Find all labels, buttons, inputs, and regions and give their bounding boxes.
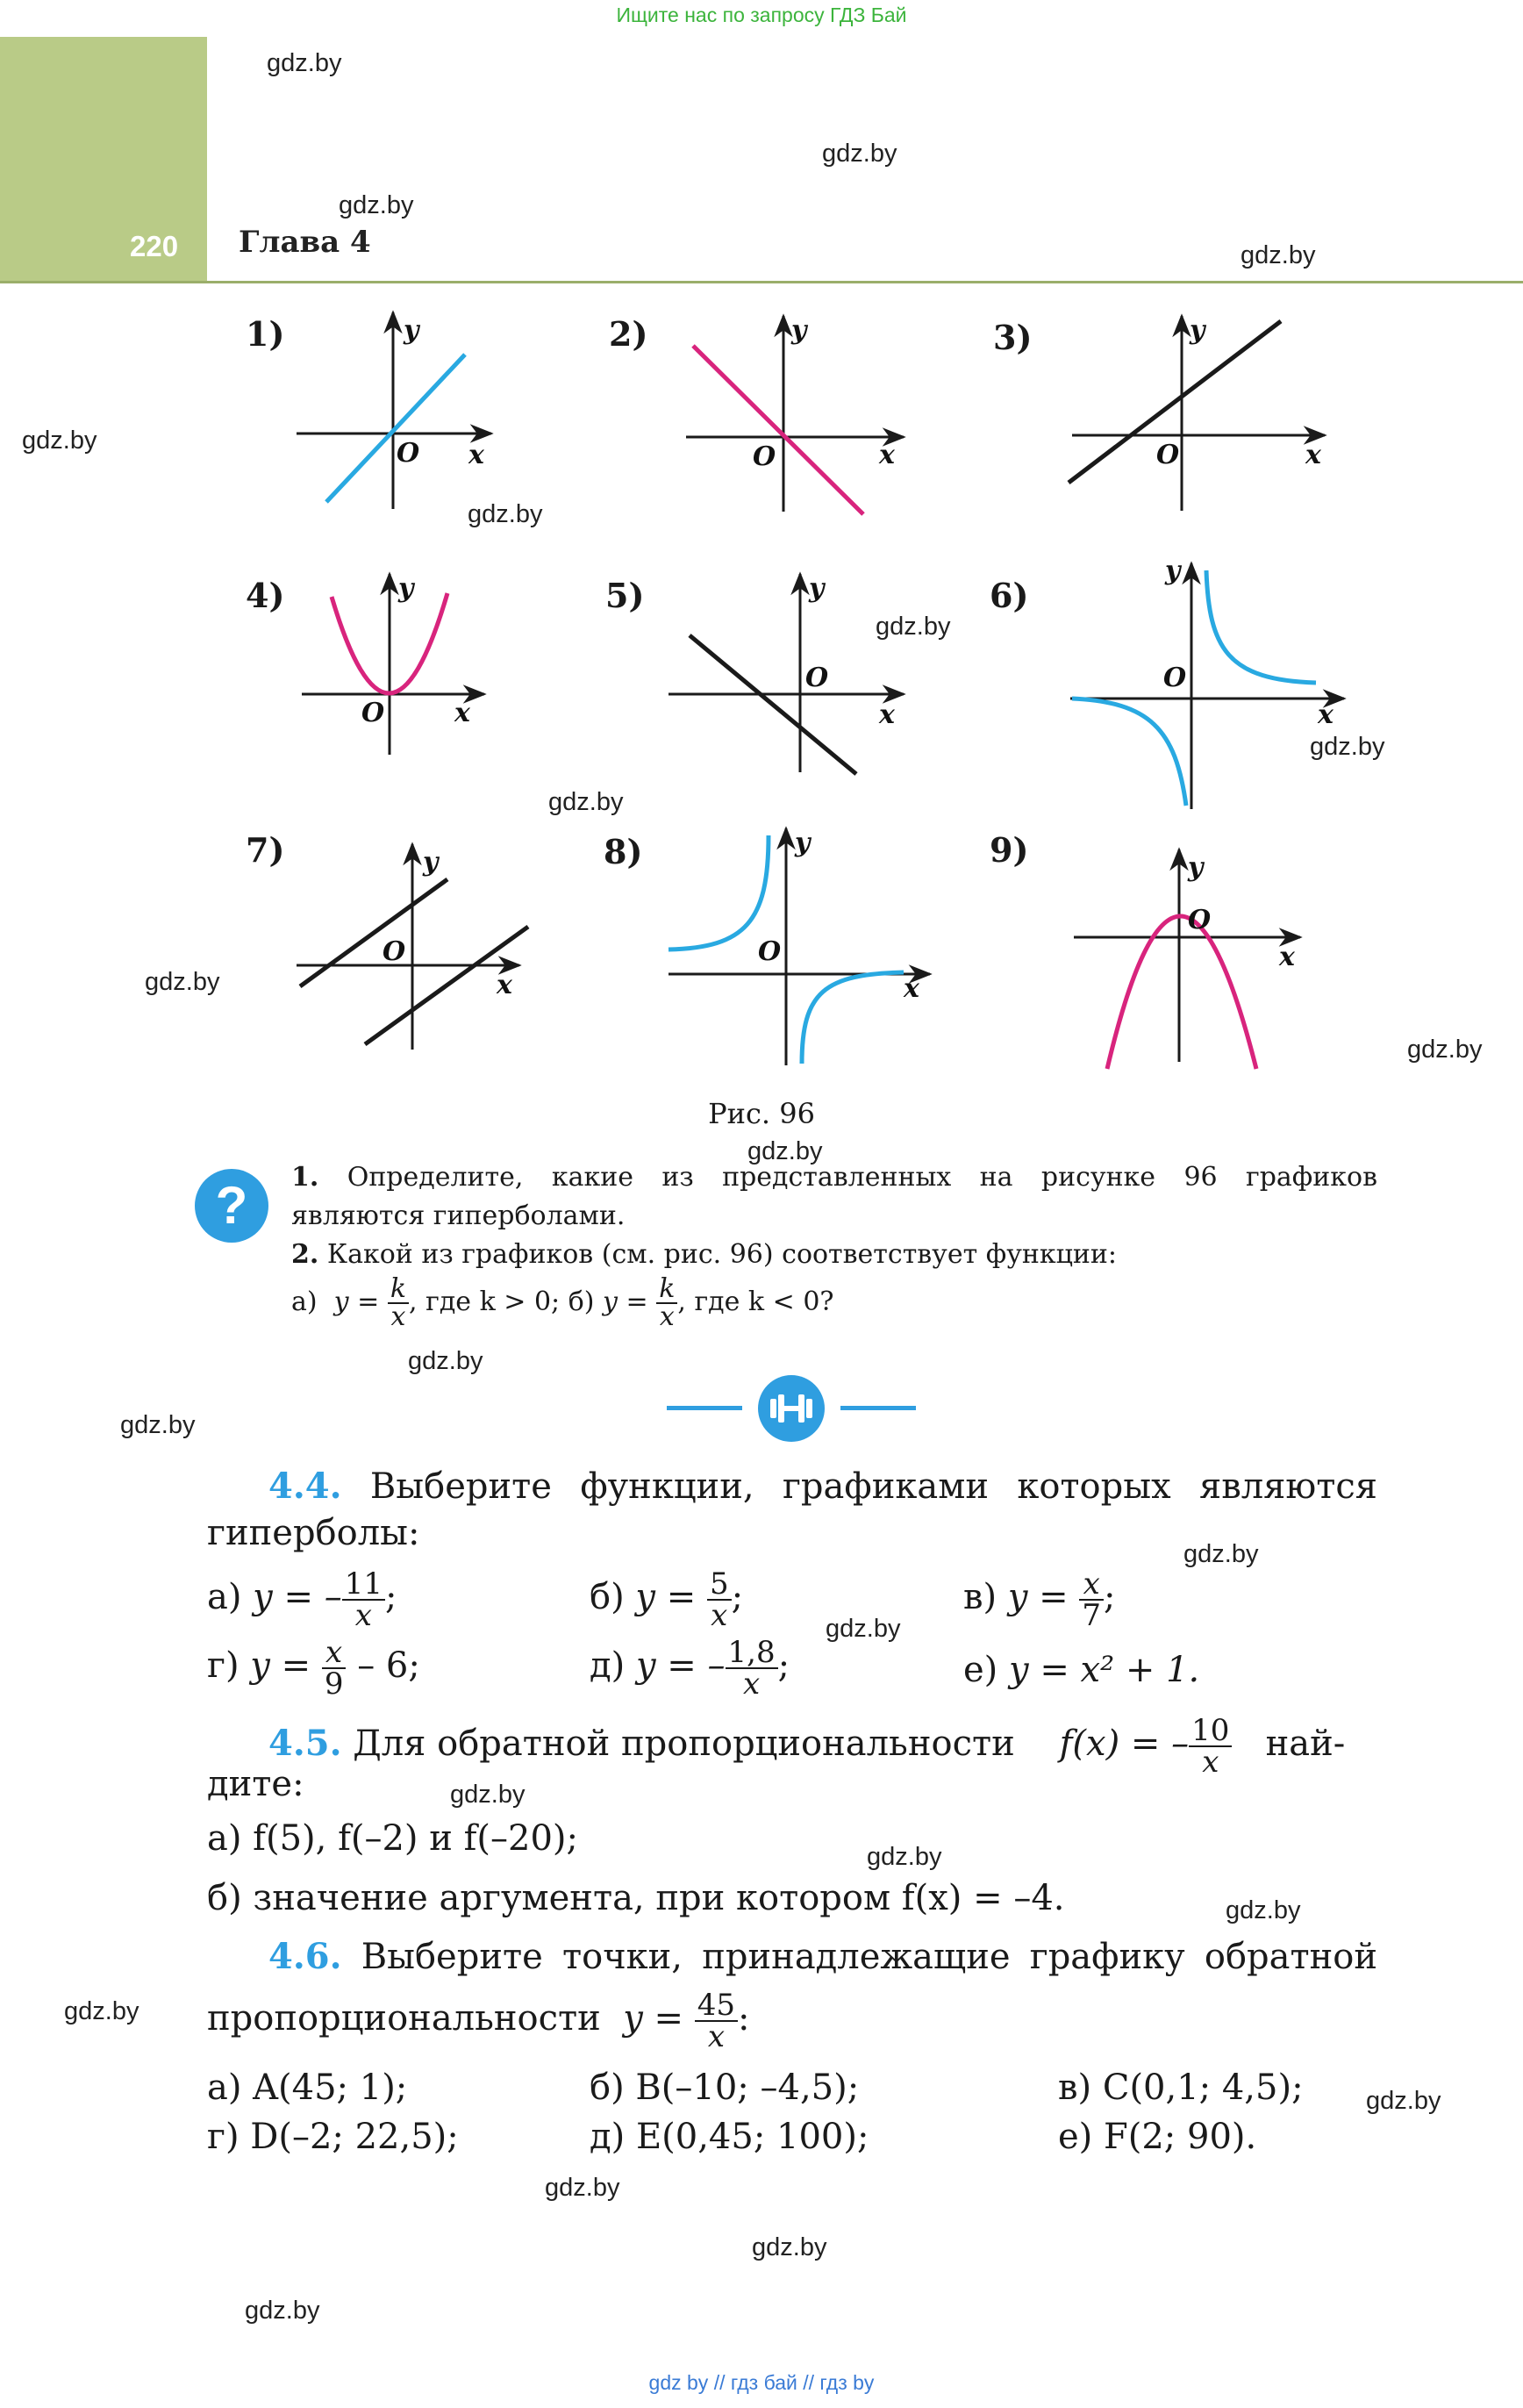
watermark: gdz.by: [468, 500, 543, 528]
origin-label: O: [397, 438, 420, 469]
watermark: gdz.by: [1366, 2087, 1441, 2115]
exercise-4-5-line-1: 4.5. Для обратной пропорциональности f(x) = – $\frac{10}{x}$ най-: [268, 1713, 1346, 1780]
x-axis-label: x: [904, 973, 919, 1004]
line-plot-upper: [300, 879, 447, 986]
hyperbola-branch-left: [669, 835, 769, 950]
graph-1: [297, 312, 491, 509]
graph-5: [669, 573, 904, 774]
fraction: $\frac{k}{x}$: [656, 1276, 677, 1330]
point-a: а) A(45; 1);: [207, 2068, 408, 2108]
graph-label-7: 7): [246, 830, 285, 870]
question-2: 2. Какой из графиков (см. рис. 96) соответствует функции:: [291, 1239, 1117, 1270]
hyperbola-branch-right: [1206, 570, 1316, 683]
watermark: gdz.by: [876, 613, 951, 641]
exercise-4-6-line-2: пропорциональности y = $\frac{45}{x}$ :: [207, 1988, 750, 2054]
top-banner[interactable]: Ищите нас по запросу ГДЗ Бай: [616, 4, 907, 26]
y-axis-label: y: [795, 828, 811, 858]
exercise-4-4-line-2: гиперболы:: [207, 1513, 420, 1553]
x-axis-label: x: [497, 970, 512, 1000]
x-axis-label: x: [879, 699, 895, 730]
origin-label: O: [758, 936, 782, 967]
graph-2: [686, 315, 904, 514]
watermark: gdz.by: [545, 2174, 620, 2202]
y-axis-label: y: [398, 573, 414, 604]
line-plot: [326, 355, 465, 502]
exercise-4-6-line-1: 4.6. Выберите точки, принадлежащие графику обратной: [268, 1936, 1378, 1977]
option-4-4-b: б) y = $\frac{5}{x}$ ;: [590, 1566, 744, 1633]
watermark: gdz.by: [822, 140, 897, 168]
figure-caption: Рис. 96: [708, 1097, 815, 1130]
y-axis-label: y: [1165, 555, 1181, 586]
footer-links[interactable]: gdz by // гдз бай // гдз by: [648, 2371, 875, 2394]
y-axis-label: y: [791, 315, 807, 346]
separator-line-left: [667, 1406, 742, 1410]
graph-label-3: 3): [993, 318, 1033, 357]
graph-label-2: 2): [609, 314, 648, 354]
graph-6: [1070, 555, 1344, 809]
origin-label: O: [805, 663, 829, 693]
y-axis-label: y: [809, 573, 825, 604]
origin-label: O: [1156, 440, 1180, 470]
graph-8: [669, 828, 930, 1065]
watermark: gdz.by: [1183, 1540, 1259, 1568]
option-4-4-g: г) y = $\frac{x}{9}$ – 6;: [207, 1635, 420, 1702]
point-v: в) C(0,1; 4,5);: [1058, 2068, 1304, 2108]
origin-label: O: [1188, 905, 1212, 935]
graph-label-1: 1): [246, 314, 285, 354]
x-axis-label: x: [879, 440, 895, 470]
x-axis-label: x: [1279, 942, 1295, 972]
hyperbola-branch-left: [1072, 699, 1186, 806]
origin-label: O: [383, 936, 406, 967]
watermark: gdz.by: [450, 1781, 526, 1809]
y-axis-label: y: [404, 315, 419, 346]
question-2-options: а) y = $\frac{k}{x}$ , где k > 0; б) y = $\frac{k}{x}$ , где k < 0?: [291, 1273, 834, 1332]
question-1-line-1: 1. Определите, какие из представленных на рисунке 96 графиков: [291, 1162, 1377, 1193]
origin-label: O: [361, 698, 385, 728]
watermark: gdz.by: [120, 1411, 196, 1439]
x-axis-label: x: [1318, 699, 1334, 730]
watermark: gdz.by: [245, 2297, 320, 2325]
exercise-4-5-line-2: дите:: [207, 1764, 304, 1804]
graph-7: [297, 844, 528, 1050]
point-b: б) B(–10; –4,5);: [590, 2068, 860, 2108]
graph-3: [1069, 315, 1325, 511]
watermark: gdz.by: [408, 1347, 483, 1375]
graph-9: [1074, 849, 1300, 1069]
watermark: gdz.by: [64, 1997, 139, 2025]
watermark: gdz.by: [752, 2233, 827, 2261]
origin-label: O: [1163, 663, 1187, 693]
line-plot: [693, 346, 863, 514]
y-axis-label: y: [1188, 852, 1204, 883]
line-plot: [690, 635, 856, 774]
watermark: gdz.by: [826, 1615, 901, 1643]
watermark: gdz.by: [1407, 1036, 1483, 1064]
dumbbell-icon: [758, 1375, 825, 1442]
option-4-4-d: д) y = – $\frac{1,8}{x}$ ;: [590, 1635, 790, 1702]
x-axis-label: x: [454, 698, 470, 728]
graph-label-9: 9): [990, 830, 1029, 870]
watermark: gdz.by: [1310, 733, 1385, 761]
graph-label-8: 8): [604, 832, 643, 871]
chapter-title: Глава 4: [239, 225, 371, 260]
separator-line-right: [840, 1406, 916, 1410]
watermark: gdz.by: [867, 1843, 942, 1871]
exercise-4-5-b: б) значение аргумента, при котором f(x) = –4.: [207, 1878, 1065, 1918]
point-e: е) F(2; 90).: [1058, 2117, 1257, 2157]
question-1-line-2: являются гиперболами.: [291, 1200, 626, 1231]
point-g: г) D(–2; 22,5);: [207, 2117, 459, 2157]
y-axis-label: y: [423, 847, 439, 878]
exercise-4-4-line-1: 4.4. Выберите функции, графиками которых являются: [268, 1466, 1378, 1507]
graph-4: [302, 573, 484, 755]
y-axis-label: y: [1190, 315, 1205, 346]
watermark: gdz.by: [747, 1137, 823, 1165]
page-number: 220: [130, 230, 179, 262]
watermark: gdz.by: [548, 788, 624, 816]
x-axis-label: x: [1305, 440, 1321, 470]
parabola-plot: [1107, 916, 1256, 1069]
question-icon: ?: [195, 1169, 268, 1243]
fraction: $\frac{k}{x}$: [388, 1276, 409, 1330]
option-4-4-a: а) y = – $\frac{11}{x}$ ;: [207, 1566, 397, 1633]
graph-label-4: 4): [246, 576, 285, 615]
watermark: gdz.by: [22, 426, 97, 455]
graph-label-6: 6): [990, 576, 1029, 615]
watermark: gdz.by: [267, 49, 342, 77]
option-4-4-v: в) y = $\frac{x}{7}$ ;: [963, 1566, 1116, 1633]
graph-label-5: 5): [605, 576, 645, 615]
watermark: gdz.by: [145, 968, 220, 996]
origin-label: O: [753, 441, 776, 472]
hyperbola-branch-right: [802, 972, 904, 1064]
x-axis-label: x: [468, 440, 484, 470]
option-4-4-e: е) y = x² + 1.: [963, 1650, 1200, 1690]
watermark: gdz.by: [1241, 241, 1316, 269]
point-d: д) E(0,45; 100);: [590, 2117, 869, 2157]
exercise-4-5-a: а) f(5), f(–2) и f(–20);: [207, 1818, 579, 1859]
watermark: gdz.by: [339, 191, 414, 219]
watermark: gdz.by: [1226, 1896, 1301, 1924]
